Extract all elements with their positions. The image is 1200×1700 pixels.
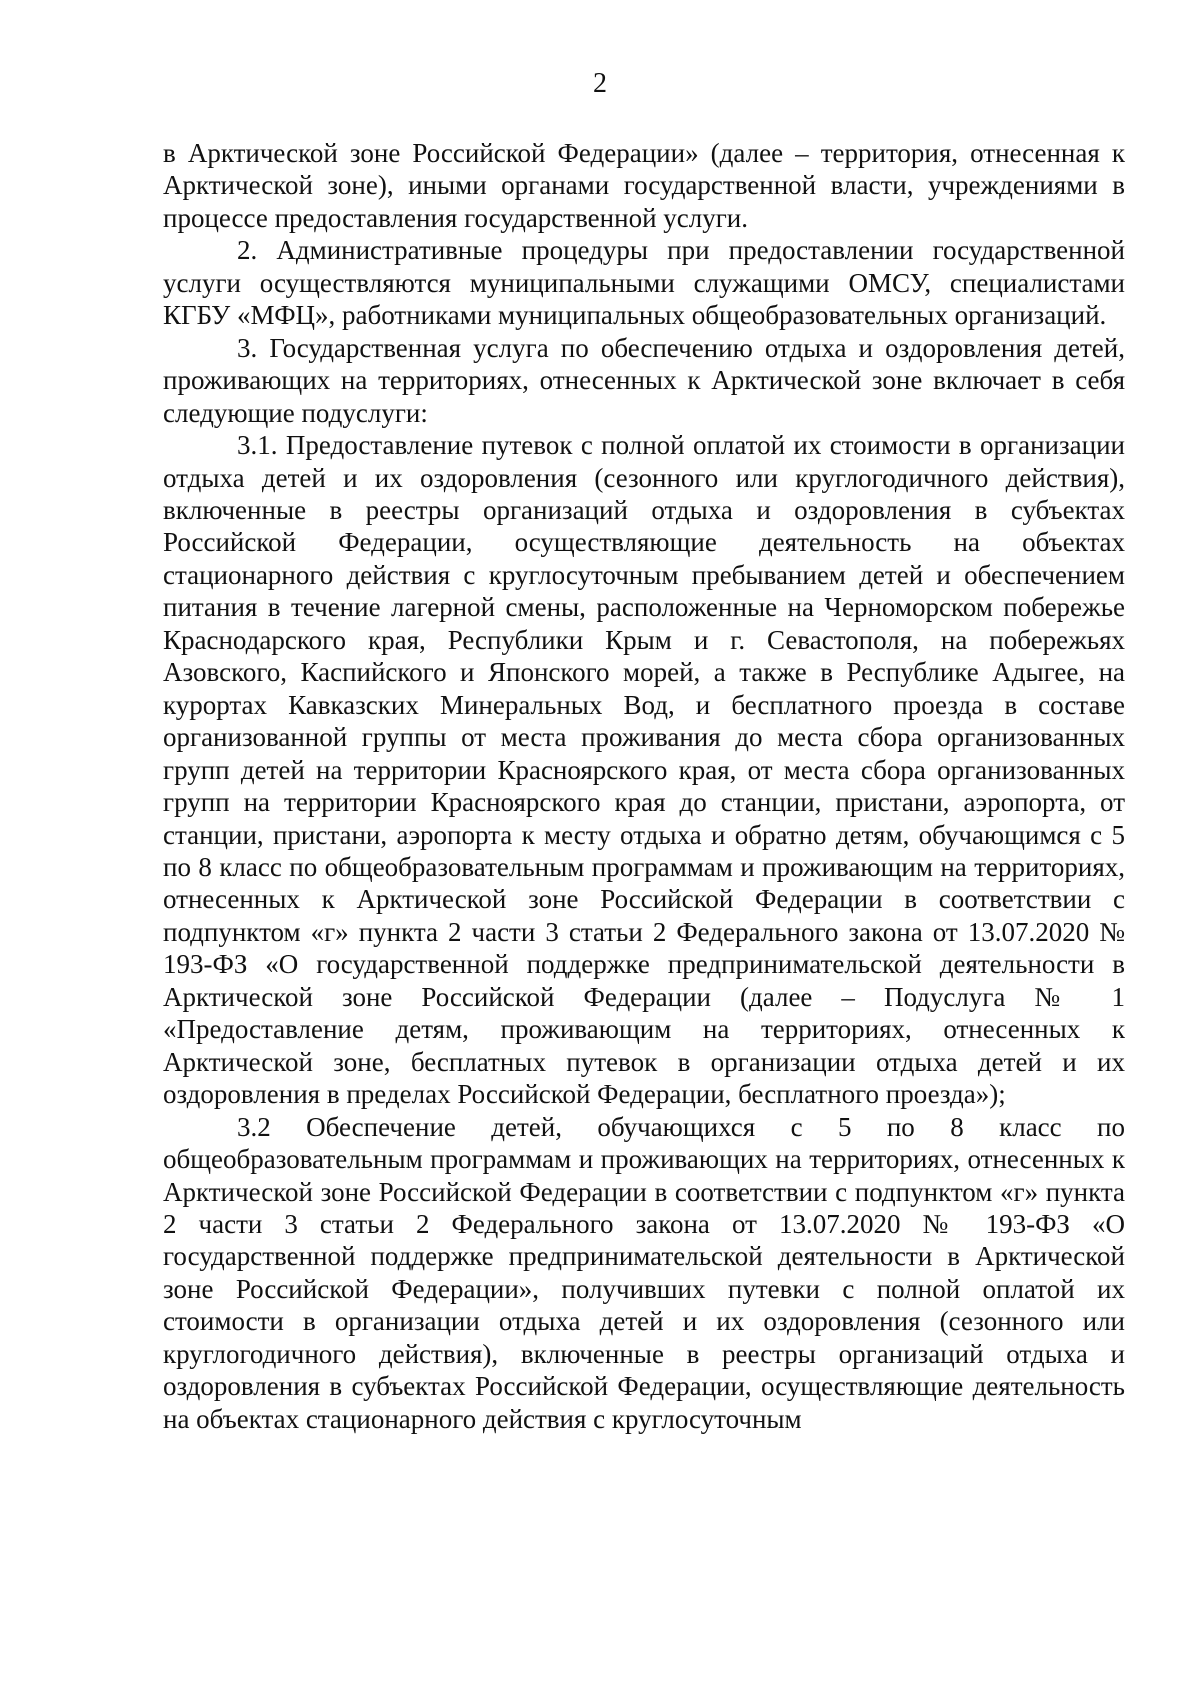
paragraph-3-2: 3.2 Обеспечение детей, обучающихся с 5 по 8 класс по общеобразовательным программам и проживающих на территориях, отнесенных к Арктической зоне Российской Федерации в соответствии с подпунктом «г» пункта 2 части 3 статьи 2 Федерального закона от 13.07.2020 № 193-ФЗ «О государственной поддержке предпринимательской деятельности в Арктической зоне Российской Федерации», получивших путевки с полной оплатой их стоимости в организации отдыха детей и их оздоровления (сезонного или круглогодичного действия), включенные в реестры организаций отдыха и оздоровления в субъектах Российской Федерации, осуществляющие деятельность на объектах стационарного действия с круглосуточным <box>163 1111 1125 1434</box>
paragraph-continuation: в Арктической зоне Российской Федерации» (далее – территория, отнесенная к Арктической зоне), иными органами государственной власти, учреждениями в процессе предоставления государственной услуги. <box>163 138 1125 233</box>
paragraph-3-1: 3.1. Предоставление путевок с полной оплатой их стоимости в организации отдыха детей и их оздоровления (сезонного или круглогодичного действия), включенные в реестры организаций отдыха и оздоровления в субъектах Российской Федерации, осуществляющие деятельность на объектах стационарного действия с круглосуточным пребыванием детей и обеспечением питания в течение лагерной смены, расположенные на Черноморском побережье Краснодарского края, Республики Крым и г. Севастополя, на побережьях Азовского, Каспийского и Японского морей, а также в Республике Адыгее, на курортах Кавказских Минеральных Вод, и бесплатного проезда в составе организованной группы от места проживания до места сбора организованных групп детей на территории Красноярского края, от места сбора организованных групп на территории Красноярского края до станции, пристани, аэропорта, от станции, пристани, аэропорта к месту отдыха и обратно детям, обучающимся с 5 по 8 класс по общеобразовательным программам и проживающим на территориях, отнесенных к Арктической зоне Российской Федерации в соответствии с подпунктом «г» пункта 2 части 3 статьи 2 Федерального закона от 13.07.2020 № 193-ФЗ «О государственной поддержке предпринимательской деятельности в Арктической зоне Российской Федерации (далее – Подуслуга № 1 «Предоставление детям, проживающим на территориях, отнесенных к Арктической зоне, бесплатных путевок в организации отдыха детей и их оздоровления в пределах Российской Федерации, бесплатного проезда»); <box>163 430 1125 1110</box>
document-body <box>163 137 1125 1435</box>
page-number: 2 <box>593 68 607 99</box>
paragraph-3: 3. Государственная услуга по обеспечению отдыха и оздоровления детей, проживающих на территориях, отнесенных к Арктической зоне включает в себя следующие подуслуги: <box>163 332 1125 428</box>
paragraph-2: 2. Административные процедуры при предоставлении государственной услуги осуществляются муниципальными служащими ОМСУ, специалистами КГБУ «МФЦ», работниками муниципальных общеобразовательных организаций. <box>163 235 1125 331</box>
